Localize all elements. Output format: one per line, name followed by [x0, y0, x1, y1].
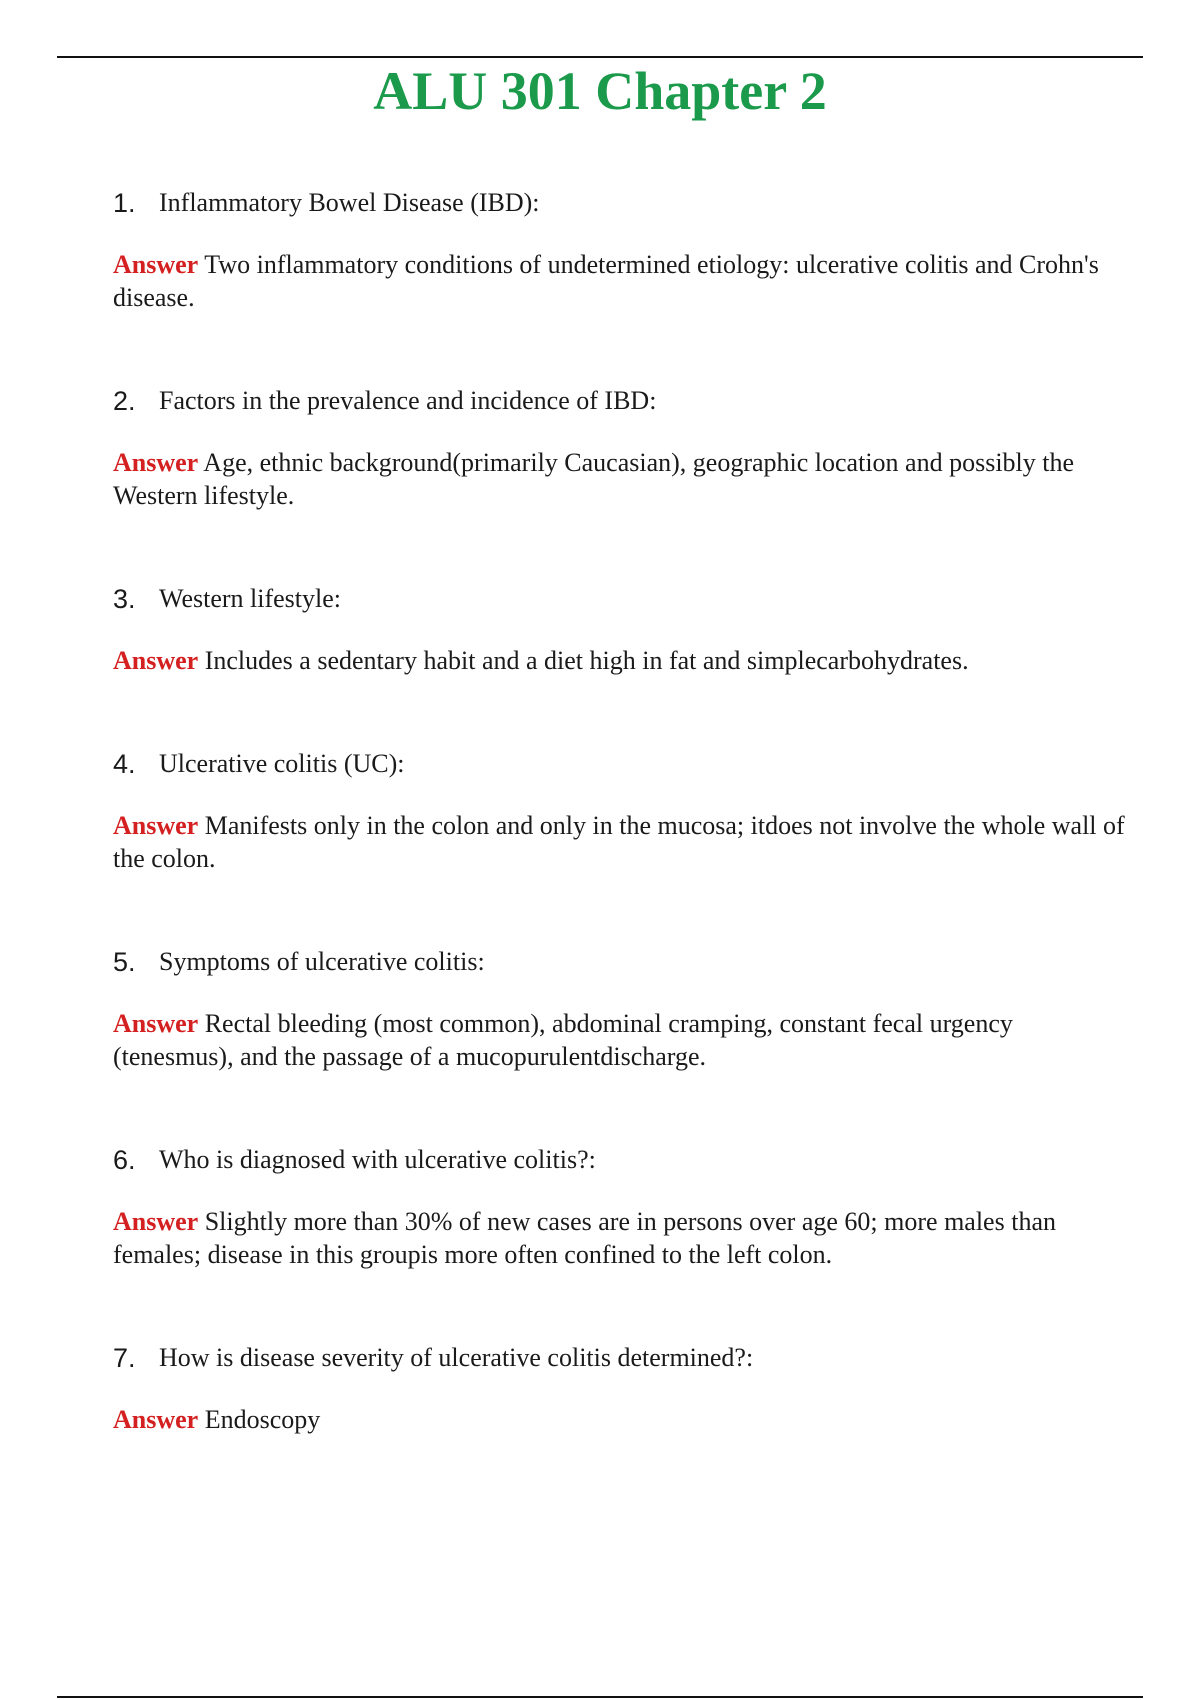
question-text: Who is diagnosed with ulcerative colitis?:	[159, 1145, 596, 1174]
answer-text: Manifests only in the colon and only in the mucosa; itdoes not involve the whole wall of the colon.	[113, 811, 1125, 873]
answer-label: Answer	[113, 811, 199, 840]
answer-label: Answer	[113, 1207, 199, 1236]
question-number: 5.	[113, 947, 136, 977]
answer-label: Answer	[113, 250, 199, 279]
question-number: 7.	[113, 1343, 136, 1373]
question	[113, 1143, 1133, 1177]
question-number: 2.	[113, 386, 136, 416]
question-text: Ulcerative colitis (UC):	[159, 749, 405, 778]
qa-item	[113, 945, 1133, 1073]
question	[113, 945, 1133, 979]
question	[113, 747, 1133, 781]
answer-label: Answer	[113, 1009, 199, 1038]
answer	[113, 446, 1133, 512]
question-number: 1.	[113, 188, 136, 218]
answer	[113, 1205, 1133, 1271]
question	[113, 384, 1133, 418]
question	[113, 582, 1133, 616]
answer-label: Answer	[113, 646, 199, 675]
question	[113, 1341, 1133, 1375]
answer	[113, 644, 1133, 677]
answer-text: Two inflammatory conditions of undetermined etiology: ulcerative colitis and Crohn's disease.	[113, 250, 1099, 312]
qa-item	[113, 186, 1133, 314]
question-text: How is disease severity of ulcerative colitis determined?:	[159, 1343, 754, 1372]
answer-text: Age, ethnic background(primarily Caucasian), geographic location and possibly the Western lifestyle.	[113, 448, 1075, 510]
page-title: ALU 301 Chapter 2	[373, 61, 827, 121]
bottom-rule	[57, 1696, 1143, 1698]
answer	[113, 1403, 1133, 1436]
qa-item	[113, 747, 1133, 875]
answer	[113, 248, 1133, 314]
answer-text: Rectal bleeding (most common), abdominal cramping, constant fecal urgency (tenesmus), and the passage of a mucopurulentdischarge.	[113, 1009, 1013, 1071]
answer-text: Includes a sedentary habit and a diet high in fat and simplecarbohydrates.	[204, 646, 969, 675]
answer-label: Answer	[113, 448, 199, 477]
answer	[113, 1007, 1133, 1073]
question-text: Symptoms of ulcerative colitis:	[159, 947, 485, 976]
question-text: Inflammatory Bowel Disease (IBD):	[159, 188, 540, 217]
qa-item	[113, 384, 1133, 512]
qa-item	[113, 1341, 1133, 1436]
qa-item	[113, 1143, 1133, 1271]
question-text: Factors in the prevalence and incidence of IBD:	[159, 386, 657, 415]
qa-item	[113, 582, 1133, 677]
question-number: 4.	[113, 749, 136, 779]
question-number: 3.	[113, 584, 136, 614]
answer	[113, 809, 1133, 875]
answer-text: Slightly more than 30% of new cases are in persons over age 60; more males than females; disease in this groupis more often confined to the left colon.	[113, 1207, 1056, 1269]
question	[113, 186, 1133, 220]
answer-label: Answer	[113, 1405, 199, 1434]
answer-text: Endoscopy	[204, 1405, 321, 1434]
question-number: 6.	[113, 1145, 136, 1175]
question-text: Western lifestyle:	[159, 584, 342, 613]
